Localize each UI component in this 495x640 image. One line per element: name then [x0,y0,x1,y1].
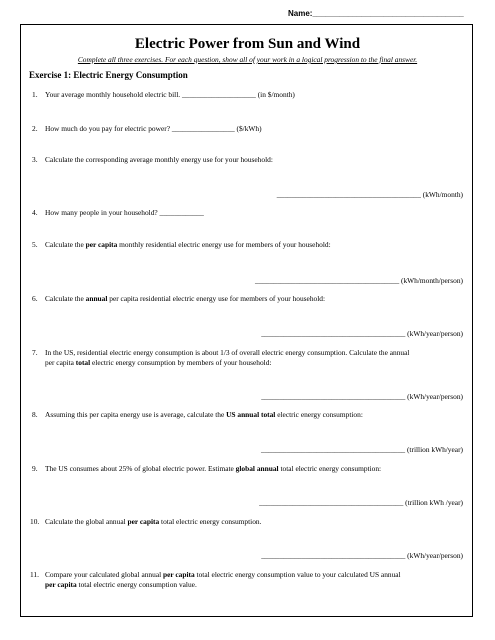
question-number: 4. [32,208,38,217]
question-text-continued: per capita total electric energy consumption by members of your household: [45,358,272,367]
question-text-continued: per capita total electric energy consumption value. [45,580,197,589]
question-number: 7. [32,348,38,357]
student-name-field[interactable]: Name:__________________________________ [288,9,464,18]
question-text: Compare your calculated global annual per capita total electric energy consumption value to your calculated US annual [45,570,401,579]
instructions: Complete all three exercises. For each question, show all of your work in a logical progression to the final answer. [77,55,418,64]
exercise-heading: Exercise 1: Electric Energy Consumption [29,70,188,80]
question-text: How much do you pay for electric power? _________________ ($/kWh) [45,124,262,133]
answer-line[interactable]: _______________________________________ (trillion kWh/year) [261,445,463,454]
answer-line[interactable]: _______________________________________ (kWh/year/person) [261,392,463,401]
question-text: How many people in your household? ____________ [45,208,204,217]
question-number: 1. [32,90,38,99]
question-number: 5. [32,240,38,249]
answer-line[interactable]: _______________________________________ (trillion kWh /year) [259,498,463,507]
answer-line[interactable]: _______________________________________ (kWh/year/person) [261,329,463,338]
question-number: 11. [30,570,39,579]
answer-line[interactable]: _______________________________________ (kWh/month) [276,190,463,199]
question-number: 10. [30,517,40,526]
answer-line[interactable]: _______________________________________ (kWh/year/person) [261,551,463,560]
question-text: In the US, residential electric energy consumption is about 1/3 of overall electric energy consumption. Calculate the annual [45,348,410,357]
worksheet-border [20,24,473,617]
question-number: 2. [32,124,38,133]
question-number: 9. [32,464,38,473]
question-text: Calculate the corresponding average monthly energy use for your household: [45,155,273,164]
question-text: Calculate the global annual per capita total electric energy consumption. [45,517,262,526]
question-text: Assuming this per capita energy use is average, calculate the US annual total electric energy consumption: [45,410,363,419]
question-text: Your average monthly household electric bill. ____________________ (in $/month) [45,90,295,99]
question-text: The US consumes about 25% of global electric power. Estimate global annual total electric energy consumption: [45,464,382,473]
question-number: 8. [32,410,38,419]
question-text: Calculate the annual per capita residential electric energy use for members of your household: [45,294,326,303]
worksheet-title: Electric Power from Sun and Wind [134,36,361,52]
question-text: Calculate the per capita monthly residential electric energy use for members of your household: [45,240,331,249]
question-number: 6. [32,294,38,303]
question-number: 3. [32,155,38,164]
answer-line[interactable]: _______________________________________ (kWh/month/person) [255,276,463,285]
